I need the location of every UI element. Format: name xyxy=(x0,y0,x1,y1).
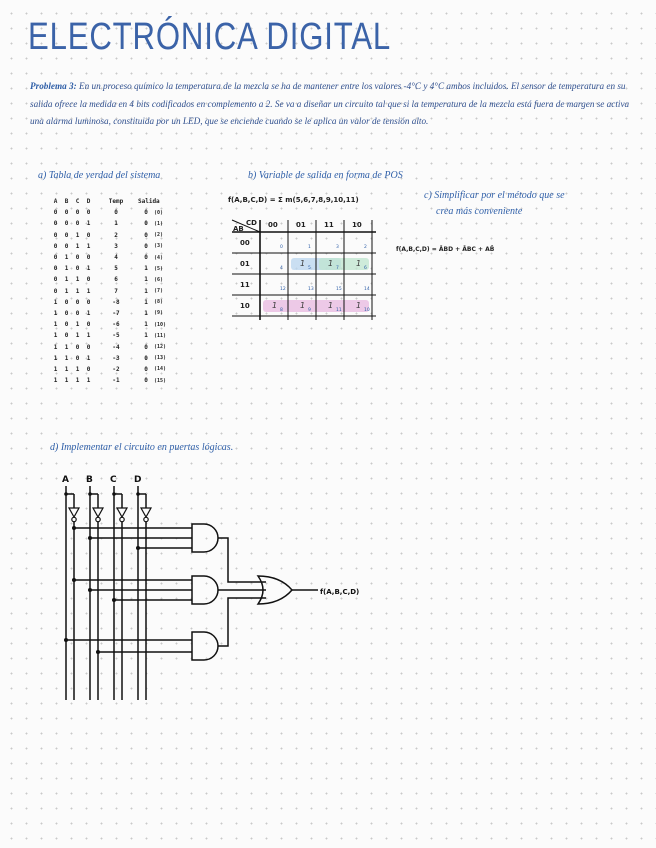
cell-b: 0 xyxy=(64,309,69,317)
cell-a: 1 xyxy=(53,321,58,329)
cell-out: 0 xyxy=(144,231,148,239)
simplified-formula: f(A,B,C,D) = ĀBD + ĀBC + AB̄ xyxy=(396,246,495,253)
cell-idx: (6) xyxy=(154,276,164,283)
cell-d: 0 xyxy=(86,254,91,262)
cell-d: 0 xyxy=(86,209,91,217)
kmap-cell-index: 15 xyxy=(336,287,342,292)
cell-out: 0 xyxy=(144,343,148,351)
cell-c: 0 xyxy=(75,343,80,351)
cell-d: 0 xyxy=(86,365,91,373)
cell-idx: (8) xyxy=(154,299,164,306)
cell-idx: (2) xyxy=(154,232,164,239)
cell-d: 0 xyxy=(86,321,91,329)
kmap-cell-index: 6 xyxy=(364,266,367,271)
cell-c: 0 xyxy=(75,220,80,228)
cell-d: 1 xyxy=(86,309,91,317)
kmap-cell-index: 1 xyxy=(308,245,311,250)
kmap-cell-index: 3 xyxy=(336,245,339,250)
cell-c: 1 xyxy=(75,377,80,385)
kmap-row-header: 11 xyxy=(240,281,250,289)
cell-out: 1 xyxy=(144,309,148,317)
cell-b: 1 xyxy=(64,343,69,351)
input-label-a: A xyxy=(62,475,69,485)
cell-b: 1 xyxy=(64,377,69,385)
kmap-row-header: 10 xyxy=(240,302,250,310)
page-title: ELECTRÓNICA DIGITAL xyxy=(28,16,392,58)
kmap-cell-value: 1 xyxy=(328,259,334,268)
cell-c: 1 xyxy=(75,231,80,239)
cell-c: 1 xyxy=(75,332,80,340)
cell-idx: (9) xyxy=(154,310,164,317)
heading-simplify-1: c) Simplificar por el método que se xyxy=(424,190,565,201)
cell-c: 0 xyxy=(75,309,80,317)
kmap-cell-value: 1 xyxy=(328,301,334,310)
problem-text: En un proceso químico la temperatura de la mezcla se ha de mantener entre los valores -4°C y 4°C ambos incluidos. El sensor de temperatura en su salida ofrece la medida en 4 bits codificados en complemento a 2. Se va a diseñar un circuito tal que si la temperatura de la mezcla está fuera de margen se activa una alarma luminosa, constituida por un LED, que se enciende cuando se le aplica un valor de tensión alto. xyxy=(30,81,630,126)
cell-b: 1 xyxy=(64,354,69,362)
cell-idx: (4) xyxy=(154,254,164,261)
cell-out: 0 xyxy=(144,354,148,362)
cell-out: 1 xyxy=(144,276,148,284)
cell-out: 0 xyxy=(144,242,148,250)
kmap-col-header: 10 xyxy=(352,221,362,229)
header-salida: Salida xyxy=(138,198,160,206)
kmap-col-header: 00 xyxy=(268,221,278,229)
kmap-cell-value: 1 xyxy=(356,301,362,310)
kmap-cell-index: 14 xyxy=(364,287,370,292)
cell-c: 1 xyxy=(75,276,80,284)
cell-d: 0 xyxy=(86,298,91,306)
kmap-cell-index: 0 xyxy=(280,245,283,250)
cell-d: 1 xyxy=(86,265,91,273)
kmap-cell-index: 9 xyxy=(308,308,311,313)
cell-b: 1 xyxy=(64,287,69,295)
kmap-cell-index: 11 xyxy=(336,308,342,313)
cell-out: 0 xyxy=(144,365,148,373)
and-gate-1 xyxy=(192,524,218,552)
cell-c: 0 xyxy=(75,209,80,217)
cell-a: 0 xyxy=(53,276,58,284)
cell-temp: 0 xyxy=(114,209,118,217)
cell-out: 1 xyxy=(144,265,148,273)
cell-a: 0 xyxy=(53,242,58,250)
heading-simplify-2: crea más conveniente xyxy=(436,206,523,217)
cell-c: 1 xyxy=(75,287,80,295)
inverter-c xyxy=(117,508,127,517)
cell-temp: -1 xyxy=(112,377,120,385)
cell-b: 0 xyxy=(64,242,69,250)
cell-d: 1 xyxy=(86,354,91,362)
cell-b: 1 xyxy=(64,365,69,373)
kmap-cell-index: 12 xyxy=(280,287,286,292)
cell-b: 1 xyxy=(64,254,69,262)
cell-a: 0 xyxy=(53,220,58,228)
and-gate-2 xyxy=(192,576,218,604)
kmap-corner-cd: CD xyxy=(246,219,257,227)
kmap-cell-value: 1 xyxy=(356,259,362,268)
cell-idx: (13) xyxy=(154,355,167,362)
cell-d: 1 xyxy=(86,220,91,228)
inverter-d xyxy=(141,508,151,517)
kmap-col-header: 11 xyxy=(324,221,334,229)
kmap-cell-value: 1 xyxy=(300,301,306,310)
cell-idx: (7) xyxy=(154,288,164,295)
cell-temp: -8 xyxy=(112,298,120,306)
cell-temp: -6 xyxy=(112,321,120,329)
cell-a: 0 xyxy=(53,265,58,273)
cell-a: 1 xyxy=(53,343,58,351)
cell-b: 0 xyxy=(64,298,69,306)
cell-out: 0 xyxy=(144,377,148,385)
kmap-row-header: 00 xyxy=(240,239,250,247)
cell-a: 0 xyxy=(53,209,58,217)
kmap-row-header: 01 xyxy=(240,260,250,268)
cell-a: 0 xyxy=(53,254,58,262)
cell-b: 0 xyxy=(64,332,69,340)
kmap-cell-index: 13 xyxy=(308,287,314,292)
cell-c: 0 xyxy=(75,298,80,306)
cell-idx: (3) xyxy=(154,243,164,250)
cell-temp: -3 xyxy=(112,354,120,362)
cell-a: 1 xyxy=(53,332,58,340)
cell-idx: (12) xyxy=(154,344,167,351)
and-gate-3 xyxy=(192,632,218,660)
cell-d: 1 xyxy=(86,332,91,340)
cell-temp: 6 xyxy=(114,276,118,284)
cell-a: 1 xyxy=(53,377,58,385)
cell-temp: -4 xyxy=(112,343,120,351)
cell-d: 1 xyxy=(86,377,91,385)
cell-out: 1 xyxy=(144,321,148,329)
cell-d: 0 xyxy=(86,231,91,239)
kmap-cell-index: 8 xyxy=(280,308,283,313)
cell-b: 1 xyxy=(64,276,69,284)
cell-a: 1 xyxy=(53,309,58,317)
output-label: f(A,B,C,D) xyxy=(320,588,360,596)
header-b: B xyxy=(64,198,69,206)
cell-temp: -7 xyxy=(112,309,120,317)
kmap-cell-value: 1 xyxy=(272,301,278,310)
inverter-a xyxy=(69,508,79,517)
cell-a: 1 xyxy=(53,365,58,373)
cell-c: 0 xyxy=(75,354,80,362)
cell-c: 1 xyxy=(75,242,80,250)
cell-b: 0 xyxy=(64,209,69,217)
cell-c: 0 xyxy=(75,254,80,262)
heading-truth-table: a) Tabla de verdad del sistema xyxy=(38,170,161,181)
header-a: A xyxy=(53,198,58,206)
cell-d: 0 xyxy=(86,343,91,351)
heading-pos: b) Variable de salida en forma de POS xyxy=(248,170,403,181)
cell-b: 0 xyxy=(64,231,69,239)
kmap-cell-index: 2 xyxy=(364,245,367,250)
cell-temp: 5 xyxy=(114,265,118,273)
kmap-cell-value: 1 xyxy=(300,259,306,268)
header-d: D xyxy=(86,198,91,206)
cell-c: 1 xyxy=(75,365,80,373)
cell-idx: (10) xyxy=(154,321,167,328)
cell-a: 1 xyxy=(53,354,58,362)
input-label-b: B xyxy=(86,475,93,485)
problem-label: Problema 3: xyxy=(30,81,77,91)
cell-c: 1 xyxy=(75,321,80,329)
cell-out: 0 xyxy=(144,254,148,262)
cell-out: 1 xyxy=(144,298,148,306)
or-gate xyxy=(258,576,292,604)
cell-out: 0 xyxy=(144,209,148,217)
kmap-col-header: 01 xyxy=(296,221,306,229)
pos-formula: f(A,B,C,D) = Σ m(5,6,7,8,9,10,11) xyxy=(228,196,359,204)
cell-idx: (5) xyxy=(154,265,164,272)
kmap-cell-index: 4 xyxy=(280,266,283,271)
input-label-d: D xyxy=(134,475,142,485)
cell-temp: 7 xyxy=(114,287,118,295)
kmap-cell-index: 5 xyxy=(308,266,311,271)
cell-d: 1 xyxy=(86,287,91,295)
cell-out: 1 xyxy=(144,332,148,340)
cell-temp: 2 xyxy=(114,231,118,239)
cell-a: 0 xyxy=(53,231,58,239)
kmap-cell-index: 7 xyxy=(336,266,339,271)
cell-out: 1 xyxy=(144,287,148,295)
cell-temp: 1 xyxy=(114,220,118,228)
header-c: C xyxy=(75,198,80,206)
cell-temp: -5 xyxy=(112,332,120,340)
cell-a: 0 xyxy=(53,287,58,295)
cell-idx: (0) xyxy=(154,209,164,216)
input-label-c: C xyxy=(110,475,117,485)
cell-temp: 4 xyxy=(114,254,118,262)
inverter-b xyxy=(93,508,103,517)
cell-d: 0 xyxy=(86,276,91,284)
cell-b: 1 xyxy=(64,265,69,273)
cell-a: 1 xyxy=(53,298,58,306)
cell-idx: (15) xyxy=(154,377,167,384)
cell-idx: (1) xyxy=(154,220,164,227)
cell-b: 0 xyxy=(64,321,69,329)
heading-circuit: d) Implementar el circuito en puertas lógicas. xyxy=(50,442,234,453)
cell-idx: (11) xyxy=(154,332,167,339)
cell-out: 0 xyxy=(144,220,148,228)
cell-b: 0 xyxy=(64,220,69,228)
kmap-corner-ab: AB xyxy=(233,225,244,233)
cell-temp: 3 xyxy=(114,242,118,250)
cell-idx: (14) xyxy=(154,366,167,373)
header-temp: Temp xyxy=(108,198,124,206)
cell-d: 1 xyxy=(86,242,91,250)
cell-temp: -2 xyxy=(112,365,120,373)
kmap-cell-index: 10 xyxy=(364,308,370,313)
cell-c: 0 xyxy=(75,265,80,273)
